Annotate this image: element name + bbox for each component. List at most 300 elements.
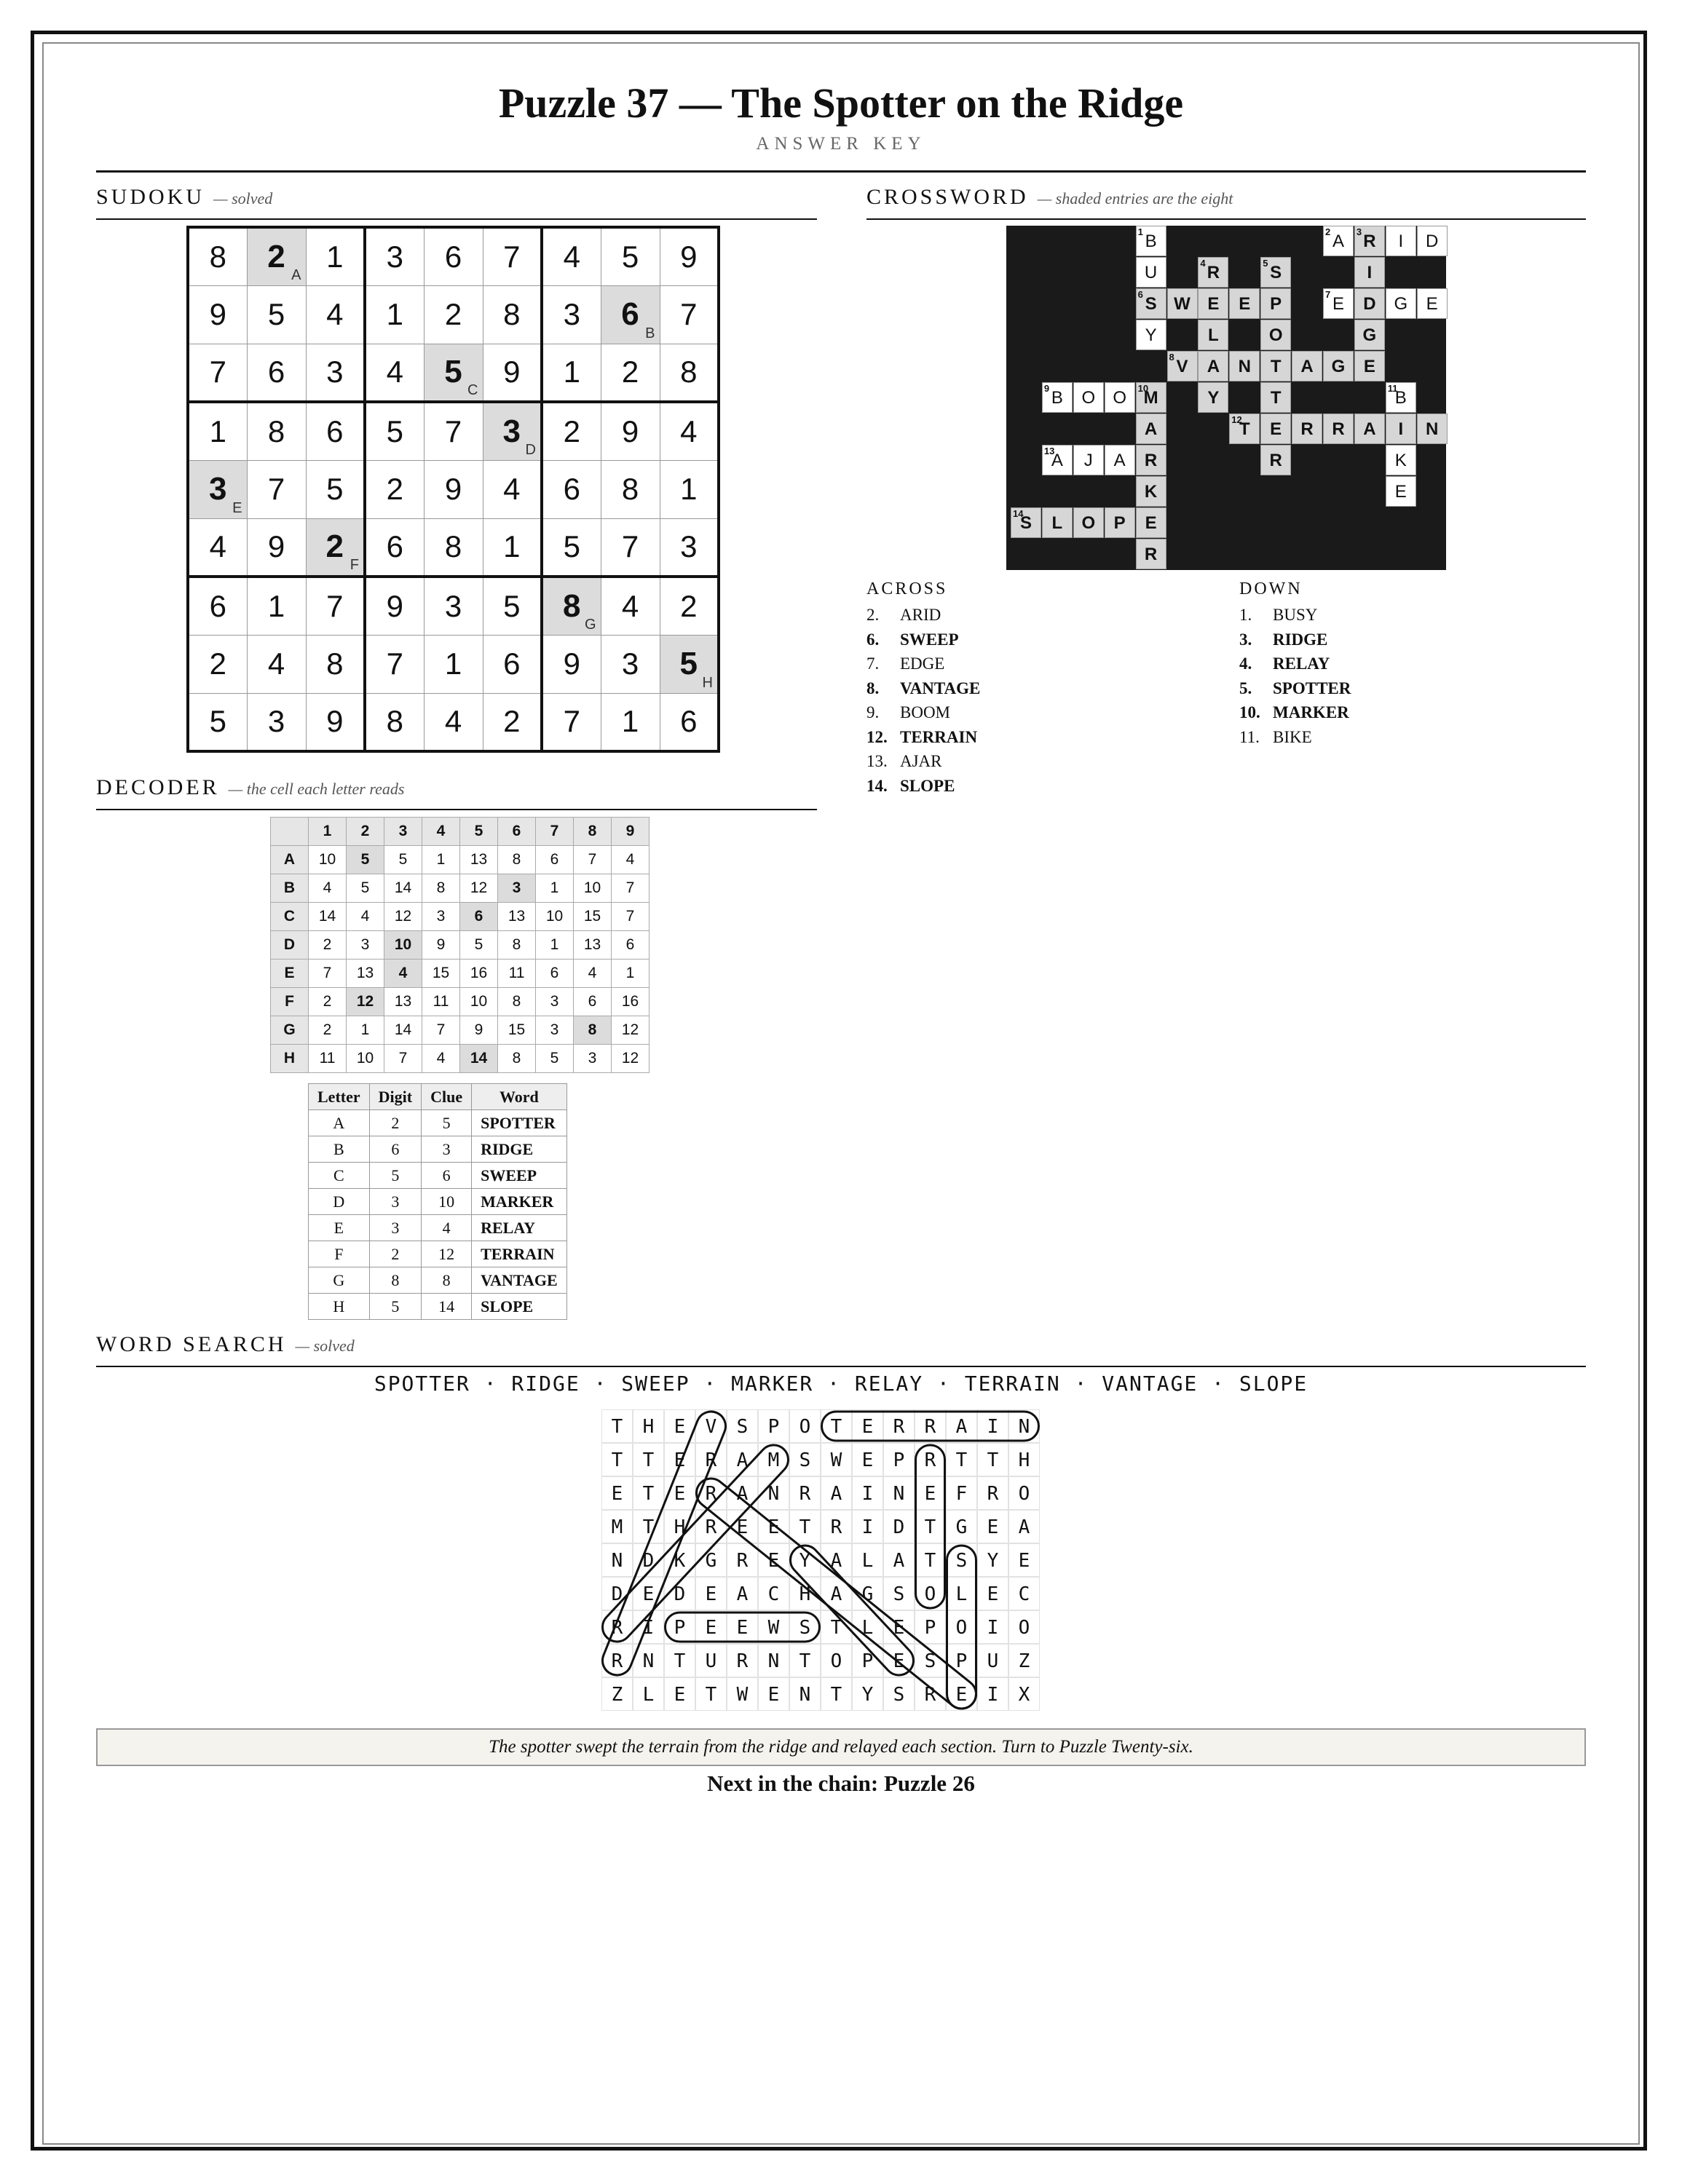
decoder-cell: 8 bbox=[498, 1045, 536, 1073]
cell-letter: G bbox=[584, 616, 596, 633]
down-clue bbox=[1239, 630, 1327, 649]
clue-num: 10. bbox=[1239, 703, 1260, 721]
found-word-loop bbox=[784, 1540, 920, 1682]
decoder-cell: 13 bbox=[460, 846, 498, 874]
clue-number: 10 bbox=[1137, 383, 1149, 394]
word-search-cell: T bbox=[789, 1644, 821, 1677]
word-search-cell: L bbox=[946, 1577, 977, 1610]
word-search-cell: M bbox=[601, 1510, 633, 1543]
decoder-note: — the cell each letter reads bbox=[228, 780, 405, 798]
decoder-cell: 12 bbox=[347, 988, 384, 1016]
crossword-cell: A 2 bbox=[1323, 226, 1354, 256]
word-search-cell: N bbox=[758, 1476, 789, 1510]
decoder-cell: 2 bbox=[309, 1016, 347, 1045]
word-search-cell: R bbox=[789, 1476, 821, 1510]
sudoku-cell: 9 bbox=[247, 518, 306, 577]
word-search-cell: T bbox=[821, 1677, 852, 1711]
sudoku-cell: 5 bbox=[247, 285, 306, 344]
sudoku-cell: 5 bbox=[483, 577, 542, 635]
word-search-cell: L bbox=[852, 1610, 883, 1644]
word-search-cell: N bbox=[758, 1644, 789, 1677]
sudoku-cell: 5 bbox=[365, 402, 424, 460]
sudoku-cell: 3 bbox=[601, 635, 660, 693]
clue-number: 4 bbox=[1200, 258, 1206, 269]
decoder-cell: 10 bbox=[384, 931, 422, 960]
word-search-cell: T bbox=[601, 1409, 633, 1443]
word-search-cell: R bbox=[695, 1443, 727, 1476]
cell-letter: B bbox=[645, 325, 655, 341]
clue-number: 9 bbox=[1043, 383, 1050, 394]
sudoku-cell: 1 bbox=[306, 227, 365, 285]
decoder-cell: 7 bbox=[309, 960, 347, 988]
crossword-cell: B 9 bbox=[1042, 382, 1073, 413]
crossword-cell: O bbox=[1260, 320, 1291, 350]
sudoku-cell: 4 bbox=[483, 460, 542, 518]
decoder-row bbox=[271, 1045, 649, 1073]
crossword-cell: D bbox=[1354, 288, 1385, 319]
clue-number: 8 bbox=[1169, 352, 1174, 363]
sudoku-cell: 8 bbox=[247, 402, 306, 460]
crossword-cell: S 5 bbox=[1260, 257, 1291, 288]
crossword-cell: R bbox=[1260, 445, 1291, 475]
cell-letter: C bbox=[467, 382, 478, 398]
clue-num: 3. bbox=[1239, 630, 1252, 649]
sudoku-cell: 7 bbox=[365, 635, 424, 693]
decoder-cell: 5 bbox=[536, 1045, 574, 1073]
clue-num: 4. bbox=[1239, 654, 1252, 673]
decoder-cell: 4 bbox=[574, 960, 612, 988]
sudoku-cell: 7 bbox=[424, 402, 483, 460]
sudoku-cell: 7 bbox=[483, 227, 542, 285]
sudoku-cell: 6 bbox=[365, 518, 424, 577]
sudoku-heading: SUDOKU bbox=[96, 185, 205, 209]
decoder-cell: 3 bbox=[422, 903, 460, 931]
clue-number: 7 bbox=[1325, 289, 1331, 300]
decoder-cell: 3 bbox=[536, 1016, 574, 1045]
next-puzzle: Next in the chain: Puzzle 26 bbox=[707, 1770, 975, 1796]
key-cell: 6 bbox=[369, 1136, 421, 1163]
sudoku-cell: 3 bbox=[542, 285, 601, 344]
crossword-cell: D bbox=[1417, 226, 1448, 256]
sudoku-cell: 3 E bbox=[188, 460, 247, 518]
word-search-cell: P bbox=[883, 1443, 915, 1476]
clue-num: 13. bbox=[866, 752, 888, 770]
key-cell: SLOPE bbox=[472, 1294, 567, 1320]
sudoku-cell: 1 bbox=[660, 460, 719, 518]
key-cell: H bbox=[309, 1294, 370, 1320]
sudoku-grid bbox=[186, 226, 720, 753]
word-search-cell: D bbox=[633, 1543, 664, 1577]
crossword-cell: E bbox=[1354, 351, 1385, 381]
word-search-cell: R bbox=[883, 1409, 915, 1443]
key-row bbox=[309, 1136, 567, 1163]
sudoku-cell: 4 bbox=[247, 635, 306, 693]
word-search-cell: U bbox=[695, 1644, 727, 1677]
decoder-cell: 7 bbox=[612, 874, 649, 903]
crossword-cell: G bbox=[1323, 351, 1354, 381]
word-list: SPOTTER · RIDGE · SWEEP · MARKER · RELAY · TERRAIN · VANTAGE · SLOPE bbox=[374, 1372, 1308, 1396]
clue-word: BIKE bbox=[1273, 727, 1312, 746]
decoder-cell: 2 bbox=[309, 988, 347, 1016]
clue-word: SWEEP bbox=[900, 630, 959, 649]
decoder-cell: 15 bbox=[498, 1016, 536, 1045]
decoder-cell: 1 bbox=[347, 1016, 384, 1045]
crossword-cell: E bbox=[1198, 288, 1228, 319]
word-search-cell: T bbox=[915, 1510, 946, 1543]
word-search-cell: L bbox=[852, 1543, 883, 1577]
decoder-cell: 6 bbox=[612, 931, 649, 960]
sudoku-cell: 9 bbox=[365, 577, 424, 635]
word-search-cell: O bbox=[1008, 1610, 1040, 1644]
sudoku-cell: 7 bbox=[660, 285, 719, 344]
crossword-cell: T bbox=[1260, 351, 1291, 381]
crossword-cell: V 8 bbox=[1167, 351, 1198, 381]
word-search-cell: E bbox=[633, 1577, 664, 1610]
word-search-cell: O bbox=[946, 1610, 977, 1644]
column-header: 8 bbox=[574, 818, 612, 846]
decoder-cell: 14 bbox=[384, 1016, 422, 1045]
word-search-cell: I bbox=[977, 1677, 1008, 1711]
down-clue bbox=[1239, 703, 1349, 722]
word-search-cell: E bbox=[758, 1543, 789, 1577]
sudoku-note: — solved bbox=[213, 189, 273, 207]
crossword-grid bbox=[1006, 226, 1446, 570]
word-search-cell: Y bbox=[852, 1677, 883, 1711]
column-header: 7 bbox=[536, 818, 574, 846]
word-search-cell: X bbox=[1008, 1677, 1040, 1711]
sudoku-cell: 5 bbox=[306, 460, 365, 518]
column-header: 5 bbox=[460, 818, 498, 846]
word-search-cell: R bbox=[727, 1644, 758, 1677]
word-search-cell: K bbox=[664, 1543, 695, 1577]
word-search-cell: R bbox=[601, 1644, 633, 1677]
word-search-cell: O bbox=[1008, 1476, 1040, 1510]
word-search-cell: W bbox=[758, 1610, 789, 1644]
sudoku-cell: 2 bbox=[483, 693, 542, 751]
word-search-cell: S bbox=[915, 1644, 946, 1677]
word-search-cell: E bbox=[727, 1610, 758, 1644]
word-search-cell: P bbox=[758, 1409, 789, 1443]
decoder-header-row bbox=[271, 818, 649, 846]
across-heading: ACROSS bbox=[866, 579, 948, 598]
sudoku-cell: 9 bbox=[424, 460, 483, 518]
across-clue bbox=[866, 606, 941, 625]
decoder-cell: 16 bbox=[612, 988, 649, 1016]
decoder-cell: 11 bbox=[422, 988, 460, 1016]
decoder-cell: 5 bbox=[460, 931, 498, 960]
decoder-cell: 16 bbox=[460, 960, 498, 988]
word-search-cell: R bbox=[915, 1409, 946, 1443]
found-word-loop bbox=[601, 1439, 794, 1648]
clue-word: RIDGE bbox=[1273, 630, 1328, 649]
decoder-heading: DECODER bbox=[96, 775, 220, 799]
word-search-cell: N bbox=[883, 1476, 915, 1510]
sudoku-row bbox=[188, 518, 719, 577]
word-search-cell: R bbox=[821, 1510, 852, 1543]
decoder-cell: 8 bbox=[574, 1016, 612, 1045]
key-cell: C bbox=[309, 1163, 370, 1189]
sudoku-cell: 1 bbox=[483, 518, 542, 577]
crossword-note: — shaded entries are the eight bbox=[1037, 189, 1233, 207]
crossword-cell: W bbox=[1167, 288, 1198, 319]
sudoku-cell: 5 bbox=[188, 693, 247, 751]
across-clue bbox=[866, 654, 944, 673]
wordsearch-heading: WORD SEARCH bbox=[96, 1332, 287, 1356]
key-cell: 8 bbox=[422, 1267, 472, 1294]
crossword-cell: A bbox=[1105, 445, 1135, 475]
decoder-cell: 5 bbox=[384, 846, 422, 874]
word-search-cell: E bbox=[695, 1610, 727, 1644]
word-search-cell: F bbox=[946, 1476, 977, 1510]
row-header: D bbox=[271, 931, 309, 960]
sudoku-row bbox=[188, 227, 719, 285]
sudoku-cell: 8 bbox=[188, 227, 247, 285]
word-search-cell: U bbox=[977, 1644, 1008, 1677]
column-header: 2 bbox=[347, 818, 384, 846]
word-search-cell: R bbox=[695, 1476, 727, 1510]
decoder-cell: 10 bbox=[309, 846, 347, 874]
decoder-cell: 4 bbox=[612, 846, 649, 874]
crossword-cell: I bbox=[1386, 414, 1416, 444]
key-cell: SPOTTER bbox=[472, 1110, 567, 1136]
word-search-cell: O bbox=[821, 1644, 852, 1677]
sudoku-cell: 3 bbox=[660, 518, 719, 577]
sudoku-cell: 2 bbox=[601, 344, 660, 402]
word-search-cell: A bbox=[1008, 1510, 1040, 1543]
clue-word: AJAR bbox=[900, 752, 942, 770]
decoder-key-table bbox=[308, 1083, 567, 1320]
word-search-cell: A bbox=[821, 1543, 852, 1577]
word-search-cell: N bbox=[601, 1543, 633, 1577]
sudoku-row bbox=[188, 402, 719, 460]
column-header: 4 bbox=[422, 818, 460, 846]
decoder-grid bbox=[270, 817, 649, 1073]
crossword-cell: E bbox=[1386, 476, 1416, 507]
column-header: 1 bbox=[309, 818, 347, 846]
decoder-cell: 13 bbox=[347, 960, 384, 988]
clue-num: 1. bbox=[1239, 606, 1252, 624]
clue-word: ARID bbox=[900, 606, 941, 624]
decoder-cell: 7 bbox=[422, 1016, 460, 1045]
sudoku-cell: 8 bbox=[601, 460, 660, 518]
down-heading: DOWN bbox=[1239, 579, 1303, 598]
sudoku-cell: 7 bbox=[247, 460, 306, 518]
row-header: B bbox=[271, 874, 309, 903]
key-cell: 8 bbox=[369, 1267, 421, 1294]
word-search-cell: T bbox=[633, 1443, 664, 1476]
crossword-cell: A bbox=[1198, 351, 1228, 381]
decoder-cell: 15 bbox=[422, 960, 460, 988]
decoder-cell: 3 bbox=[574, 1045, 612, 1073]
sudoku-cell: 9 bbox=[660, 227, 719, 285]
decoder-cell: 1 bbox=[536, 874, 574, 903]
crossword-cell: O bbox=[1073, 507, 1104, 538]
decoder-cell: 15 bbox=[574, 903, 612, 931]
decoder-cell: 11 bbox=[498, 960, 536, 988]
crossword-cell: B 1 bbox=[1136, 226, 1166, 256]
crossword-cell: O bbox=[1073, 382, 1104, 413]
clue-number: 13 bbox=[1043, 446, 1055, 456]
word-search-cell: A bbox=[821, 1476, 852, 1510]
key-row bbox=[309, 1163, 567, 1189]
crossword-cell: N bbox=[1229, 351, 1260, 381]
sudoku-cell: 8 bbox=[660, 344, 719, 402]
key-row bbox=[309, 1241, 567, 1267]
clue-number: 5 bbox=[1263, 258, 1268, 269]
word-search-cell: A bbox=[946, 1409, 977, 1443]
crossword-cell: I bbox=[1354, 257, 1385, 288]
word-search-cell: N bbox=[1008, 1409, 1040, 1443]
decoder-cell: 4 bbox=[309, 874, 347, 903]
sudoku-cell: 1 bbox=[424, 635, 483, 693]
key-cell: 10 bbox=[422, 1189, 472, 1215]
clue-number: 14 bbox=[1013, 508, 1024, 519]
clue-word: MARKER bbox=[1273, 703, 1349, 721]
decoder-cell: 1 bbox=[536, 931, 574, 960]
found-word-loop bbox=[666, 1613, 820, 1642]
crossword-cell: G bbox=[1386, 288, 1416, 319]
crossword-cell: T 12 bbox=[1229, 414, 1260, 444]
decoder-cell: 5 bbox=[347, 874, 384, 903]
word-search-cell: T bbox=[664, 1644, 695, 1677]
clue-num: 6. bbox=[866, 630, 880, 649]
word-search-cell: P bbox=[946, 1644, 977, 1677]
clue-number: 12 bbox=[1231, 414, 1242, 425]
decoder-cell: 6 bbox=[574, 988, 612, 1016]
word-search-cell: T bbox=[601, 1443, 633, 1476]
crossword-cell: A bbox=[1354, 414, 1385, 444]
key-cell: 2 bbox=[369, 1110, 421, 1136]
clue-num: 11. bbox=[1239, 727, 1260, 746]
sudoku-row bbox=[188, 693, 719, 751]
crossword-cell: T bbox=[1260, 382, 1291, 413]
sudoku-row bbox=[188, 577, 719, 635]
word-search-cell: E bbox=[852, 1443, 883, 1476]
crossword-cell: K bbox=[1136, 476, 1166, 507]
row-header: E bbox=[271, 960, 309, 988]
word-search-cell: A bbox=[821, 1577, 852, 1610]
sudoku-cell: 9 bbox=[188, 285, 247, 344]
key-cell: 5 bbox=[369, 1294, 421, 1320]
crossword-cell: E bbox=[1229, 288, 1260, 319]
decoder-row bbox=[271, 903, 649, 931]
sudoku-section-header bbox=[96, 185, 817, 220]
wordsearch-note: — solved bbox=[295, 1337, 355, 1355]
crossword-cell: R bbox=[1323, 414, 1354, 444]
decoder-cell: 12 bbox=[460, 874, 498, 903]
key-cell: RIDGE bbox=[472, 1136, 567, 1163]
word-search-cell: I bbox=[977, 1610, 1008, 1644]
decoder-row bbox=[271, 846, 649, 874]
sudoku-cell: 8 bbox=[306, 635, 365, 693]
crossword-cell: Y bbox=[1198, 382, 1228, 413]
word-search-cell: G bbox=[946, 1510, 977, 1543]
sudoku-cell: 9 bbox=[542, 635, 601, 693]
decoder-cell: 7 bbox=[384, 1045, 422, 1073]
word-search-cell: P bbox=[664, 1610, 695, 1644]
found-word-loops bbox=[601, 1409, 1040, 1711]
word-search-cell: D bbox=[883, 1510, 915, 1543]
sudoku-cell: 8 bbox=[424, 518, 483, 577]
word-search-cell: I bbox=[852, 1510, 883, 1543]
decoder-cell: 1 bbox=[612, 960, 649, 988]
word-search-cell: Z bbox=[601, 1677, 633, 1711]
key-cell: 3 bbox=[422, 1136, 472, 1163]
decoder-cell: 8 bbox=[498, 931, 536, 960]
key-cell: 3 bbox=[369, 1215, 421, 1241]
word-search-cell: S bbox=[789, 1443, 821, 1476]
word-search-cell: H bbox=[633, 1409, 664, 1443]
sudoku-cell: 4 bbox=[660, 402, 719, 460]
word-search-cell: V bbox=[695, 1409, 727, 1443]
decoder-row bbox=[271, 960, 649, 988]
decoder-cell: 13 bbox=[384, 988, 422, 1016]
word-search-cell: O bbox=[915, 1577, 946, 1610]
word-search-cell: E bbox=[915, 1476, 946, 1510]
decoder-cell: 12 bbox=[612, 1045, 649, 1073]
sudoku-cell: 5 bbox=[601, 227, 660, 285]
word-search-cell: I bbox=[633, 1610, 664, 1644]
word-search-cell: H bbox=[1008, 1443, 1040, 1476]
sudoku-cell: 9 bbox=[483, 344, 542, 402]
word-search-cell: P bbox=[852, 1644, 883, 1677]
clue-num: 7. bbox=[866, 654, 880, 673]
column-header: 3 bbox=[384, 818, 422, 846]
sudoku-cell: 7 bbox=[188, 344, 247, 402]
sudoku-cell: 2 bbox=[542, 402, 601, 460]
sudoku-cell: 6 bbox=[188, 577, 247, 635]
sudoku-cell: 8 bbox=[483, 285, 542, 344]
crossword-cell: B 11 bbox=[1386, 382, 1416, 413]
word-search-cell: T bbox=[633, 1510, 664, 1543]
key-cell: MARKER bbox=[472, 1189, 567, 1215]
down-clue bbox=[1239, 728, 1312, 747]
decoder-row bbox=[271, 931, 649, 960]
key-cell: RELAY bbox=[472, 1215, 567, 1241]
sudoku-cell: 5 bbox=[542, 518, 601, 577]
decoder-cell: 2 bbox=[309, 931, 347, 960]
word-search-cell: R bbox=[977, 1476, 1008, 1510]
word-search-cell: G bbox=[852, 1577, 883, 1610]
sudoku-row bbox=[188, 285, 719, 344]
sudoku-cell: 3 bbox=[306, 344, 365, 402]
word-search-cell: E bbox=[664, 1677, 695, 1711]
key-cell: A bbox=[309, 1110, 370, 1136]
sudoku-cell: 6 bbox=[247, 344, 306, 402]
decoder-cell: 5 bbox=[347, 846, 384, 874]
crossword-cell: R 4 bbox=[1198, 257, 1228, 288]
decoder-cell: 13 bbox=[574, 931, 612, 960]
across-clue bbox=[866, 752, 942, 771]
word-search-cell: D bbox=[664, 1577, 695, 1610]
crossword-cell: A bbox=[1136, 414, 1166, 444]
sudoku-cell: 6 bbox=[424, 227, 483, 285]
decoder-cell: 4 bbox=[347, 903, 384, 931]
key-cell: 3 bbox=[369, 1189, 421, 1215]
decoder-cell: 10 bbox=[574, 874, 612, 903]
decoder-cell: 10 bbox=[460, 988, 498, 1016]
sudoku-cell: 1 bbox=[188, 402, 247, 460]
clue-word: TERRAIN bbox=[900, 727, 978, 746]
clue-number: 2 bbox=[1325, 226, 1331, 237]
crossword-cell: S 14 bbox=[1011, 507, 1041, 538]
word-search-cell: A bbox=[727, 1577, 758, 1610]
decoder-cell: 4 bbox=[384, 960, 422, 988]
key-header: Digit bbox=[369, 1084, 421, 1110]
key-header: Word bbox=[472, 1084, 567, 1110]
word-search-cell: D bbox=[601, 1577, 633, 1610]
key-cell: 5 bbox=[369, 1163, 421, 1189]
